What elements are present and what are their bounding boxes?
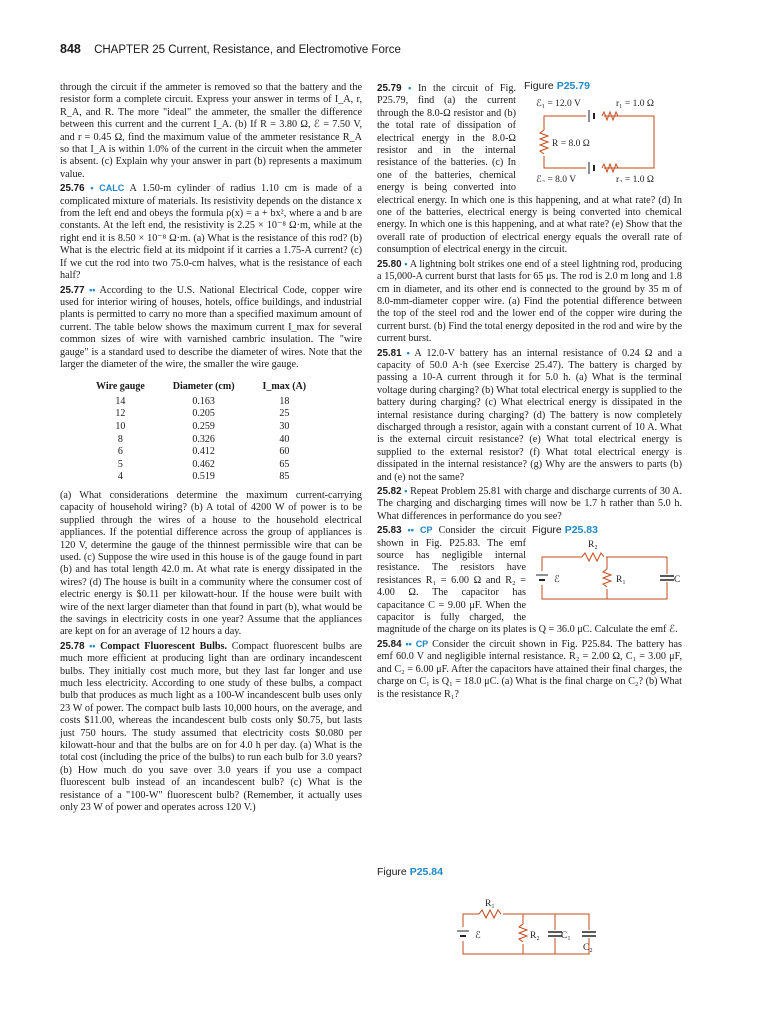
problem-number: 25.77 <box>60 284 85 296</box>
emf-label: ℰ <box>554 574 560 585</box>
table-cell: 0.519 <box>192 471 215 483</box>
difficulty-dot-icon: • <box>90 183 94 194</box>
page-header <box>60 42 710 60</box>
problem-text: Consider the circuit shown in Fig. P25.83. The emf source has negligible internal resistance. The resistors have resistances R₁ = 6.00 Ω and R₂ = 4.00 Ω. The capacitor has capacitance C = 9.00 μF. When the capacitor is fully charged, the magnitude of the charge on its plates is Q = 36.0 μC. Calculate the emf ℰ. <box>377 525 678 636</box>
problem-number: 25.76 <box>60 183 85 195</box>
difficulty-dot-icon: • <box>404 486 408 496</box>
figure-p25-84 <box>377 866 597 966</box>
problem-number: 25.82 <box>377 486 402 497</box>
problem-text: A lightning bolt strikes one end of a steel lightning rod, producing a 15,000-A current burst that lasts for 65 μs. The rod is 2.0 m long and 1.8 cm in diameter, and its other end is connected to the ground by 35 m of 8.0-mm-diameter copper wire. (a) Find the potential difference between the top of the steel rod and the lower end of the copper wire during the current burst. (b) Find the total energy deposited in the rod and wire by the current burst. <box>377 258 682 345</box>
table-cell: 0.259 <box>192 420 215 432</box>
emf-label: ℰ <box>475 931 481 941</box>
problem-text: Compact fluorescent bulbs are much more efficient at producing light than are ordinary incandescent bulbs. They initially cost much more, but they last far longer and use much less electricity. According to one study of these bulbs, a compact bulb that produces as much light as a 100-W incandescent bulb uses only 23 W of power. The compact bulb lasts 10,000 hours, on the average, and costs $11.00, whereas the incandescent bulb costs only $0.75, but lasts just 750 hours. The study assumed that electricity costs $0.080 per kilowatt-hour and that the bulbs are on for 4.0 h per day. (a) What is the total cost (including the price of the bulbs) to run each bulb for 3.0 years? (b) How much do you save over 3.0 years if you use a compact fluorescent bulb instead of an incandescent bulb? (c) What is the resistance of a "100-W" fluorescent bulb? (Remember, it actually uses only 23 W of power and operates across 120 V.) <box>60 640 363 814</box>
problem-25-76 <box>60 182 362 282</box>
circuit-diagram-p25-83 <box>532 537 682 609</box>
problem-25-77-parts: (a) What considerations determine the maximum current-carrying capacity of household wiring? (b) A total of 4200 W of power is to be supplied through the wires of a house to the household electrical appliances. If the potential difference across the group of appliances is 120 V, determine the gauge of the thinnest permissible wire that can be used. (c) Suppose the wire used in this house is of the gauge found in part (b) and has total length 42.0 m. At what rate is energy dissipated in the wires? (d) The house is built in a community where the consumer cost of electric energy is $0.11 per kilowatt-hour. If the house were built with wire of the next larger diameter than that found in part (b), what would be the savings in electricity costs in one year? Assume that the appliances are kept on for an average of 12 hours a day. <box>60 489 362 638</box>
problem-text: In the circuit of Fig. P25.79, find (a) the current through the 8.0-Ω resistor and (b) the total rate of dissipation of electrical energy in the 8.0-Ω resistor and in the internal resistance of the batteries. (c) In one of the batteries, chemical energy is being converted into electrical energy. In which one is this happening, and at what rate? (d) In one of the batteries, electrical energy is being converted into chemical energy. In which one is this happening, and at what rate? (e) Show that the overall rate of production of electrical energy equals the overall rate of consumption of electrical energy in the circuit. <box>377 83 682 256</box>
table-cell: 0.205 <box>192 408 215 420</box>
table-cell: 30 <box>279 420 290 432</box>
table-row <box>82 408 320 421</box>
circuit-diagram-p25-79 <box>524 92 682 182</box>
table-row <box>82 396 320 409</box>
problem-25-84 <box>377 638 682 701</box>
problem-25-80 <box>377 258 682 346</box>
table-cell: 25 <box>279 408 290 420</box>
problem-text: Consider the circuit shown in Fig. P25.84. The battery has emf 60.0 V and negligible internal resistance. R₂ = 2.00 Ω, C₁ = 3.00 μF, and C₂ = 6.00 μF. After the capacitors have attained their final charges, the charge on C₁ is Q₁ = 18.0 μC. (a) What is the final charge on C₂? (b) What is the resistance R₁? <box>377 638 682 700</box>
table-row <box>82 434 320 447</box>
r2-label: r₂ = 1.0 Ω <box>616 175 654 183</box>
problem-25-78 <box>60 640 362 815</box>
table-cell: 18 <box>279 395 290 407</box>
table-cell: 0.462 <box>192 458 215 470</box>
table-cell: 12 <box>115 408 126 420</box>
figure-label: Figure P25.79 <box>524 80 590 92</box>
resistor-label: R = 8.0 Ω <box>552 139 590 150</box>
table-header-cell: I_max (A) <box>262 381 307 393</box>
table-cell: 0.412 <box>192 446 215 458</box>
figure-label: Figure P25.84 <box>377 866 443 878</box>
problem-title: Compact Fluorescent Bulbs. <box>100 640 228 652</box>
c2-label: C₂ <box>583 943 593 953</box>
problem-number: 25.80 <box>377 258 402 270</box>
problem-number: 25.78 <box>60 640 85 652</box>
paragraph-continued: through the circuit if the ammeter is removed so that the battery and the resistor form a complete circuit. Express your answer in terms of I_A, r, R_A, and R. The more "ideal" the ammeter, the smaller the difference between this current and the current I_A. (b) If R = 3.80 Ω, ℰ = 7.50 V, and r = 0.45 Ω, find the maximum value of the ammeter resistance R_A so that I_A is within 1.0% of the current in the circuit when the ammeter is absent. (c) Explain why your answer in part (b) represents a maximum value. <box>60 82 362 180</box>
table-cell: 85 <box>279 471 290 483</box>
table-row <box>82 421 320 434</box>
emf1-label: ℰ₁ = 12.0 V <box>536 99 581 110</box>
table-cell: 0.326 <box>192 433 215 445</box>
difficulty-dot-icon: • <box>408 83 412 93</box>
difficulty-dots-icon: •• <box>405 638 412 649</box>
table-cell: 10 <box>115 420 126 432</box>
r2-label: R₂ <box>530 931 540 941</box>
c-label: C <box>674 574 681 585</box>
difficulty-dots-icon: •• <box>89 640 96 651</box>
table-row <box>82 446 320 459</box>
table-row <box>82 459 320 472</box>
difficulty-dots-icon: •• <box>89 284 96 295</box>
page-number: 848 <box>60 42 81 56</box>
chapter-title: CHAPTER 25 Current, Resistance, and Electromotive Force <box>94 44 401 56</box>
figure-p25-83 <box>532 524 682 610</box>
table-header-cell: Wire gauge <box>96 381 145 393</box>
table-cell: 8 <box>117 433 123 445</box>
r1-label: R₁ <box>616 574 626 585</box>
table-row <box>82 471 320 484</box>
circuit-diagram-p25-84 <box>377 878 597 964</box>
left-column <box>60 82 362 815</box>
table-cell: 14 <box>115 395 126 407</box>
table-cell: 6 <box>117 446 123 458</box>
c1-label: C₁ <box>561 931 571 941</box>
problem-text: According to the U.S. National Electrical Code, copper wire used for interior wiring of houses, hotels, office buildings, and industrial plants is permitted to carry no more than a specified maximum amount of current. The table below shows the maximum current I_max for several common sizes of wire with varnished cambric insulation. The "wire gauge" is a standard used to describe the diameter of wires. Note that the larger the diameter of the wire, the smaller the wire gauge. <box>60 284 362 370</box>
figure-label: Figure P25.83 <box>532 524 598 537</box>
figure-p25-79 <box>524 80 682 184</box>
table-cell: 5 <box>117 458 123 470</box>
problem-number: 25.83 <box>377 525 402 537</box>
problem-number: 25.79 <box>377 83 402 94</box>
table-cell: 0.163 <box>192 395 215 407</box>
difficulty-dot-icon: • <box>406 347 410 358</box>
wire-gauge-table <box>82 381 320 484</box>
table-cell: 60 <box>279 446 290 458</box>
r1-label: r₁ = 1.0 Ω <box>616 99 654 110</box>
problem-25-81 <box>377 347 682 484</box>
table-cell: 4 <box>117 471 123 483</box>
problem-text: Repeat Problem 25.81 with charge and discharge currents of 30 A. The charging and discharging times will now be 1.7 h rather than 5.0 h. What differences in performance do you see? <box>377 486 683 522</box>
problem-25-77 <box>60 284 362 372</box>
right-column <box>377 82 682 702</box>
problem-text: A 12.0-V battery has an internal resistance of 0.24 Ω and a capacity of 50.0 A·h (see Exercise 25.47). The battery is charged by passing a 10-A current through it for 5.0 h. (a) What is the terminal voltage during charging? (b) What total electrical energy is supplied to the battery during charging? (c) What electrical energy is dissipated in the internal resistance during charging? (d) The battery is now completely discharged through a resistor, again with a constant current of 10 A. What is the external circuit resistance? (e) What total electrical energy is supplied to the external resistor? (f) What total electrical energy is dissipated in the internal resistance? (g) Why are the answers to parts (b) and (e) not the same? <box>377 347 683 483</box>
calc-tag: CALC <box>99 183 125 194</box>
emf2-label: ℰ₂ = 8.0 V <box>536 175 577 183</box>
cp-tag: CP <box>415 638 429 649</box>
problem-text: A 1.50-m cylinder of radius 1.10 cm is made of a complicated mixture of materials. Its resistivity depends on the distance x from the left end and obeys the formula ρ(x) = a + bx², where a and b are constants. At the left end, the resistivity is 2.25 × 10⁻⁸ Ω·m, while at the right end it is 8.50 × 10⁻⁸ Ω·m. (a) What is the resistance of this rod? (b) What is the electric field at its midpoint if it carries a 1.75-A current? (c) If we cut the rod into two 75.0-cm halves, what is the resistance of each half? <box>60 183 363 282</box>
problem-number: 25.84 <box>377 638 402 650</box>
table-cell: 40 <box>279 433 290 445</box>
difficulty-dots-icon: •• <box>407 525 414 536</box>
difficulty-dot-icon: • <box>404 258 408 269</box>
table-header-cell: Diameter (cm) <box>172 381 235 393</box>
r1-label: R₁ <box>485 899 495 909</box>
table-cell: 65 <box>279 458 290 470</box>
cp-tag: CP <box>420 525 433 536</box>
problem-number: 25.81 <box>377 347 402 359</box>
problem-25-82 <box>377 485 682 523</box>
r2-label: R₂ <box>588 539 598 550</box>
